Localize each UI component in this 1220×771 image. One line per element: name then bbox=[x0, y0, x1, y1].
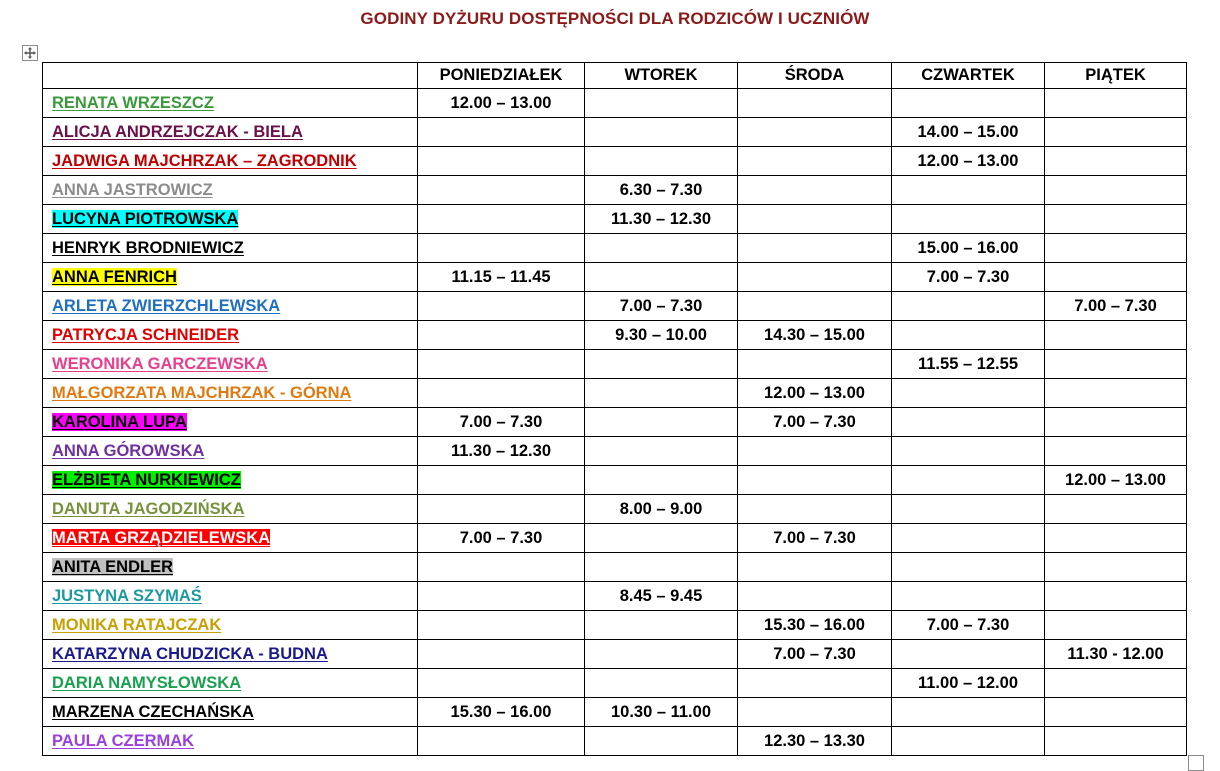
time-cell-friday bbox=[1045, 553, 1187, 582]
teacher-name-cell bbox=[43, 234, 418, 263]
time-cell-wednesday: 12.30 – 13.30 bbox=[738, 727, 892, 756]
time-cell-thursday bbox=[892, 379, 1045, 408]
table-move-handle-icon[interactable] bbox=[22, 45, 38, 61]
time-cell-wednesday bbox=[738, 176, 892, 205]
table-row bbox=[43, 582, 1187, 611]
time-cell-monday bbox=[418, 495, 585, 524]
time-cell-monday bbox=[418, 234, 585, 263]
teacher-name: MARZENA CZECHAŃSKA bbox=[52, 702, 254, 721]
time-cell-monday: 7.00 – 7.30 bbox=[418, 524, 585, 553]
teacher-name-cell bbox=[43, 147, 418, 176]
table-row bbox=[43, 176, 1187, 205]
teacher-name-cell bbox=[43, 176, 418, 205]
time-cell-tuesday: 7.00 – 7.30 bbox=[585, 292, 738, 321]
time-cell-monday: 15.30 – 16.00 bbox=[418, 698, 585, 727]
time-cell-wednesday: 15.30 – 16.00 bbox=[738, 611, 892, 640]
teacher-name-cell bbox=[43, 727, 418, 756]
time-cell-tuesday bbox=[585, 147, 738, 176]
time-cell-friday bbox=[1045, 669, 1187, 698]
time-cell-tuesday bbox=[585, 234, 738, 263]
time-cell-monday: 12.00 – 13.00 bbox=[418, 89, 585, 118]
teacher-name: ANNA GÓROWSKA bbox=[52, 441, 205, 460]
table-row bbox=[43, 379, 1187, 408]
time-cell-tuesday bbox=[585, 379, 738, 408]
time-cell-tuesday: 11.30 – 12.30 bbox=[585, 205, 738, 234]
table-row bbox=[43, 350, 1187, 379]
table-row bbox=[43, 408, 1187, 437]
teacher-name-cell bbox=[43, 466, 418, 495]
time-cell-friday bbox=[1045, 321, 1187, 350]
time-cell-thursday bbox=[892, 176, 1045, 205]
time-cell-friday bbox=[1045, 698, 1187, 727]
teacher-name: KAROLINA LUPA bbox=[52, 412, 187, 431]
time-cell-thursday bbox=[892, 466, 1045, 495]
time-cell-tuesday bbox=[585, 350, 738, 379]
time-cell-monday bbox=[418, 727, 585, 756]
time-cell-friday bbox=[1045, 263, 1187, 292]
time-cell-tuesday bbox=[585, 437, 738, 466]
time-cell-tuesday bbox=[585, 524, 738, 553]
time-cell-wednesday: 7.00 – 7.30 bbox=[738, 640, 892, 669]
time-cell-wednesday bbox=[738, 118, 892, 147]
time-cell-thursday bbox=[892, 524, 1045, 553]
time-cell-thursday: 12.00 – 13.00 bbox=[892, 147, 1045, 176]
table-row bbox=[43, 292, 1187, 321]
time-cell-thursday: 15.00 – 16.00 bbox=[892, 234, 1045, 263]
teacher-name: ANNA FENRICH bbox=[52, 267, 177, 286]
header-cell-name bbox=[43, 63, 418, 89]
time-cell-tuesday: 6.30 – 7.30 bbox=[585, 176, 738, 205]
table-row bbox=[43, 147, 1187, 176]
table-row bbox=[43, 118, 1187, 147]
time-cell-wednesday bbox=[738, 350, 892, 379]
time-cell-thursday bbox=[892, 89, 1045, 118]
table-row bbox=[43, 321, 1187, 350]
teacher-name-cell bbox=[43, 698, 418, 727]
time-cell-thursday bbox=[892, 321, 1045, 350]
time-cell-friday bbox=[1045, 524, 1187, 553]
teacher-name-cell bbox=[43, 321, 418, 350]
time-cell-thursday bbox=[892, 495, 1045, 524]
header-cell-friday: PIĄTEK bbox=[1045, 63, 1187, 89]
teacher-name: KATARZYNA CHUDZICKA - BUDNA bbox=[52, 644, 328, 663]
time-cell-wednesday: 7.00 – 7.30 bbox=[738, 408, 892, 437]
time-cell-monday bbox=[418, 640, 585, 669]
header-row bbox=[43, 63, 1187, 89]
teacher-name-cell bbox=[43, 205, 418, 234]
time-cell-thursday: 11.00 – 12.00 bbox=[892, 669, 1045, 698]
time-cell-tuesday bbox=[585, 611, 738, 640]
table-row bbox=[43, 437, 1187, 466]
time-cell-tuesday bbox=[585, 553, 738, 582]
table-resize-handle-icon[interactable] bbox=[1188, 755, 1204, 771]
time-cell-thursday bbox=[892, 698, 1045, 727]
teacher-name-cell bbox=[43, 408, 418, 437]
time-cell-wednesday bbox=[738, 466, 892, 495]
time-cell-wednesday: 7.00 – 7.30 bbox=[738, 524, 892, 553]
time-cell-tuesday bbox=[585, 466, 738, 495]
time-cell-friday bbox=[1045, 205, 1187, 234]
time-cell-tuesday bbox=[585, 89, 738, 118]
teacher-name-cell bbox=[43, 611, 418, 640]
time-cell-thursday: 14.00 – 15.00 bbox=[892, 118, 1045, 147]
time-cell-monday bbox=[418, 669, 585, 698]
teacher-name: PATRYCJA SCHNEIDER bbox=[52, 325, 240, 344]
table-row bbox=[43, 669, 1187, 698]
time-cell-thursday bbox=[892, 205, 1045, 234]
time-cell-monday bbox=[418, 553, 585, 582]
time-cell-wednesday bbox=[738, 234, 892, 263]
time-cell-monday bbox=[418, 147, 585, 176]
time-cell-wednesday bbox=[738, 698, 892, 727]
time-cell-tuesday bbox=[585, 408, 738, 437]
header-cell-monday: PONIEDZIAŁEK bbox=[418, 63, 585, 89]
time-cell-wednesday bbox=[738, 553, 892, 582]
time-cell-tuesday: 8.00 – 9.00 bbox=[585, 495, 738, 524]
time-cell-friday: 11.30 - 12.00 bbox=[1045, 640, 1187, 669]
time-cell-thursday bbox=[892, 437, 1045, 466]
time-cell-wednesday bbox=[738, 669, 892, 698]
schedule-table bbox=[42, 62, 1187, 756]
time-cell-monday bbox=[418, 466, 585, 495]
table-row bbox=[43, 263, 1187, 292]
time-cell-thursday bbox=[892, 582, 1045, 611]
time-cell-monday bbox=[418, 321, 585, 350]
table-row bbox=[43, 611, 1187, 640]
time-cell-friday bbox=[1045, 495, 1187, 524]
time-cell-wednesday bbox=[738, 205, 892, 234]
time-cell-friday: 7.00 – 7.30 bbox=[1045, 292, 1187, 321]
time-cell-thursday: 11.55 – 12.55 bbox=[892, 350, 1045, 379]
time-cell-monday bbox=[418, 582, 585, 611]
time-cell-thursday bbox=[892, 292, 1045, 321]
time-cell-tuesday: 8.45 – 9.45 bbox=[585, 582, 738, 611]
time-cell-friday bbox=[1045, 611, 1187, 640]
time-cell-thursday bbox=[892, 640, 1045, 669]
time-cell-tuesday bbox=[585, 640, 738, 669]
table-row bbox=[43, 495, 1187, 524]
time-cell-friday bbox=[1045, 437, 1187, 466]
table-row bbox=[43, 466, 1187, 495]
header-cell-thursday: CZWARTEK bbox=[892, 63, 1045, 89]
time-cell-monday bbox=[418, 176, 585, 205]
time-cell-friday bbox=[1045, 118, 1187, 147]
time-cell-friday bbox=[1045, 234, 1187, 263]
header-cell-tuesday: WTOREK bbox=[585, 63, 738, 89]
teacher-name-cell bbox=[43, 640, 418, 669]
time-cell-friday bbox=[1045, 379, 1187, 408]
teacher-name-cell bbox=[43, 582, 418, 611]
table-row bbox=[43, 727, 1187, 756]
time-cell-friday bbox=[1045, 147, 1187, 176]
time-cell-wednesday bbox=[738, 582, 892, 611]
teacher-name: DANUTA JAGODZIŃSKA bbox=[52, 499, 245, 518]
time-cell-friday bbox=[1045, 176, 1187, 205]
teacher-name-cell bbox=[43, 263, 418, 292]
time-cell-tuesday bbox=[585, 118, 738, 147]
teacher-name: JADWIGA MAJCHRZAK – ZAGRODNIK bbox=[52, 151, 357, 170]
time-cell-monday bbox=[418, 205, 585, 234]
teacher-name-cell bbox=[43, 292, 418, 321]
teacher-name: ARLETA ZWIERZCHLEWSKA bbox=[52, 296, 281, 315]
time-cell-wednesday bbox=[738, 292, 892, 321]
time-cell-monday bbox=[418, 292, 585, 321]
table-row bbox=[43, 524, 1187, 553]
time-cell-tuesday: 9.30 – 10.00 bbox=[585, 321, 738, 350]
time-cell-monday bbox=[418, 350, 585, 379]
time-cell-friday: 12.00 – 13.00 bbox=[1045, 466, 1187, 495]
time-cell-friday bbox=[1045, 582, 1187, 611]
table-row bbox=[43, 234, 1187, 263]
time-cell-monday bbox=[418, 379, 585, 408]
teacher-name-cell bbox=[43, 118, 418, 147]
teacher-name: PAULA CZERMAK bbox=[52, 731, 195, 750]
time-cell-thursday: 7.00 – 7.30 bbox=[892, 263, 1045, 292]
table-row bbox=[43, 698, 1187, 727]
time-cell-wednesday: 14.30 – 15.00 bbox=[738, 321, 892, 350]
time-cell-wednesday bbox=[738, 495, 892, 524]
time-cell-monday bbox=[418, 118, 585, 147]
time-cell-wednesday bbox=[738, 263, 892, 292]
time-cell-thursday bbox=[892, 553, 1045, 582]
time-cell-wednesday bbox=[738, 437, 892, 466]
teacher-name-cell bbox=[43, 379, 418, 408]
time-cell-tuesday bbox=[585, 727, 738, 756]
table-row bbox=[43, 89, 1187, 118]
document-title: GODINY DYŻURU DOSTĘPNOŚCI DLA RODZICÓW I UCZNIÓW bbox=[360, 9, 870, 28]
time-cell-thursday: 7.00 – 7.30 bbox=[892, 611, 1045, 640]
time-cell-monday: 7.00 – 7.30 bbox=[418, 408, 585, 437]
time-cell-thursday bbox=[892, 408, 1045, 437]
teacher-name: MONIKA RATAJCZAK bbox=[52, 615, 222, 634]
time-cell-friday bbox=[1045, 408, 1187, 437]
teacher-name: LUCYNA PIOTROWSKA bbox=[52, 209, 239, 228]
teacher-name-cell bbox=[43, 350, 418, 379]
table-row bbox=[43, 640, 1187, 669]
table-row bbox=[43, 205, 1187, 234]
teacher-name: ALICJA ANDRZEJCZAK - BIELA bbox=[52, 122, 303, 141]
teacher-name-cell bbox=[43, 437, 418, 466]
teacher-name-cell bbox=[43, 495, 418, 524]
teacher-name: DARIA NAMYSŁOWSKA bbox=[52, 673, 242, 692]
time-cell-wednesday: 12.00 – 13.00 bbox=[738, 379, 892, 408]
time-cell-tuesday: 10.30 – 11.00 bbox=[585, 698, 738, 727]
time-cell-wednesday bbox=[738, 147, 892, 176]
time-cell-tuesday bbox=[585, 669, 738, 698]
header-cell-wednesday: ŚRODA bbox=[738, 63, 892, 89]
teacher-name: ELŻBIETA NURKIEWICZ bbox=[52, 470, 241, 489]
time-cell-thursday bbox=[892, 727, 1045, 756]
teacher-name: JUSTYNA SZYMAŚ bbox=[52, 586, 202, 605]
teacher-name: ANNA JASTROWICZ bbox=[52, 180, 213, 199]
time-cell-monday: 11.30 – 12.30 bbox=[418, 437, 585, 466]
teacher-name-cell bbox=[43, 89, 418, 118]
teacher-name: ANITA ENDLER bbox=[52, 557, 173, 576]
teacher-name-cell bbox=[43, 669, 418, 698]
time-cell-friday bbox=[1045, 89, 1187, 118]
teacher-name-cell bbox=[43, 553, 418, 582]
time-cell-wednesday bbox=[738, 89, 892, 118]
time-cell-friday bbox=[1045, 727, 1187, 756]
teacher-name: HENRYK BRODNIEWICZ bbox=[52, 238, 244, 257]
teacher-name: MAŁGORZATA MAJCHRZAK - GÓRNA bbox=[52, 383, 352, 402]
time-cell-tuesday bbox=[585, 263, 738, 292]
time-cell-monday: 11.15 – 11.45 bbox=[418, 263, 585, 292]
teacher-name-cell bbox=[43, 524, 418, 553]
time-cell-monday bbox=[418, 611, 585, 640]
table-row bbox=[43, 553, 1187, 582]
teacher-name: WERONIKA GARCZEWSKA bbox=[52, 354, 268, 373]
time-cell-friday bbox=[1045, 350, 1187, 379]
teacher-name: MARTA GRZĄDZIELEWSKA bbox=[52, 528, 271, 547]
teacher-name: RENATA WRZESZCZ bbox=[52, 93, 214, 112]
